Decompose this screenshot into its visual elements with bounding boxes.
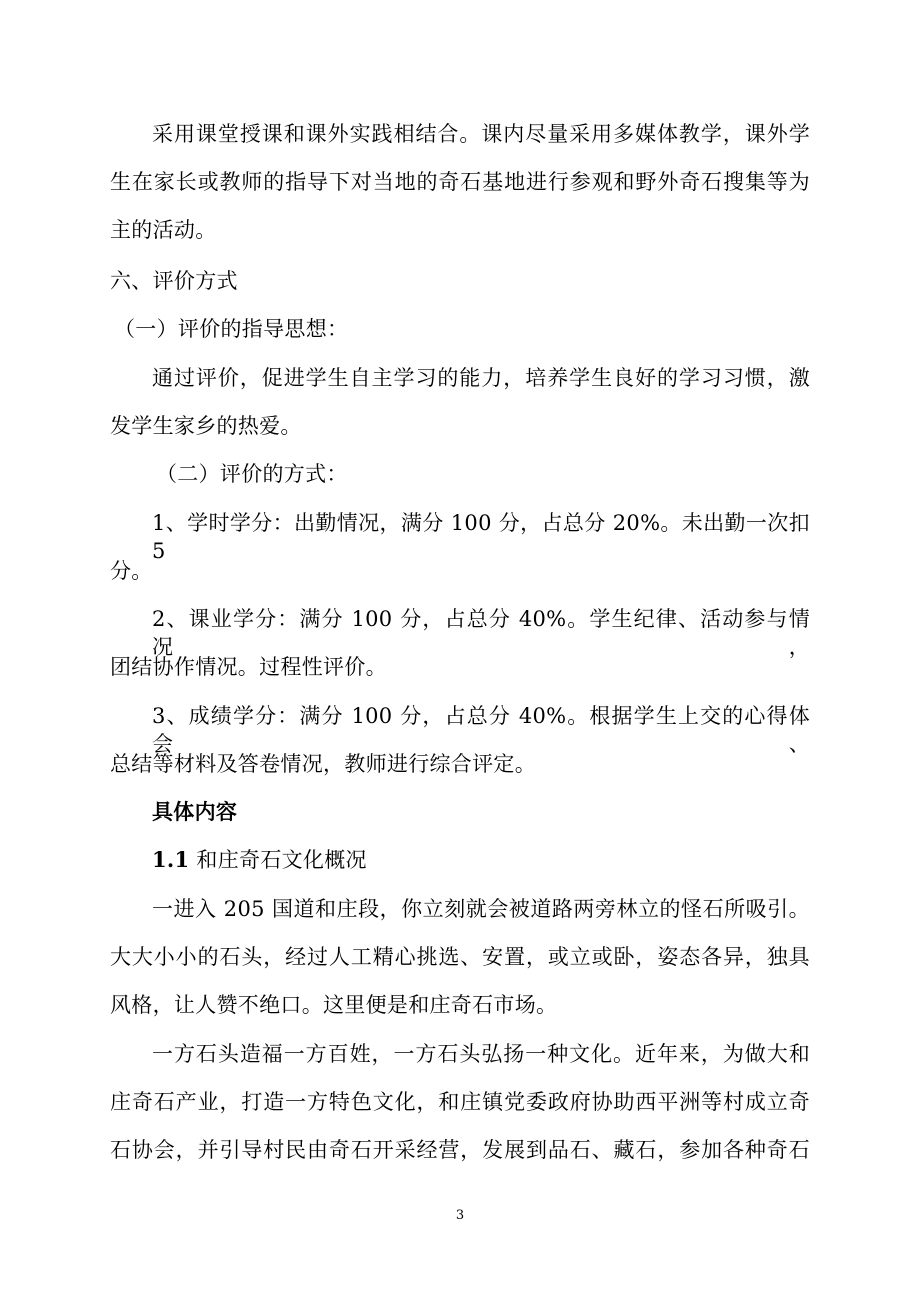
paragraph-line: 一进入 205 国道和庄段，你立刻就会被道路两旁林立的怪石所吸引。 [152, 897, 810, 921]
paragraph-line: 1、学时学分：出勤情况，满分 100 分，占总分 20%。未出勤一次扣 5 [152, 511, 810, 563]
paragraph-line: 一方石头造福一方百姓，一方石头弘扬一种文化。近年来，为做大和 [152, 1042, 810, 1066]
subheading-evaluation-method: （二）评价的方式： [156, 462, 348, 486]
paragraph-line: 风格，让人赞不绝口。这里便是和庄奇石市场。 [110, 993, 558, 1017]
paragraph-line: 分。 [110, 559, 153, 583]
paragraph-line: 石协会，并引导村民由奇石开采经营，发展到品石、藏石，参加各种奇石 [110, 1138, 810, 1162]
paragraph-line: 庄奇石产业，打造一方特色文化，和庄镇党委政府协助西平洲等村成立奇 [110, 1090, 810, 1114]
paragraph-line: 生在家长或教师的指导下对当地的奇石基地进行参观和野外奇石搜集等为 [110, 170, 810, 194]
section-title: 和庄奇石文化概况 [196, 848, 367, 872]
paragraph-line: 3、成绩学分：满分 100 分，占总分 40%。根据学生上交的心得体会、 [152, 704, 810, 756]
section-heading-1-1 [152, 846, 852, 874]
section-heading-evaluation: 六、评价方式 [110, 269, 238, 293]
paragraph-line: 总结等材料及答卷情况，教师进行综合评定。 [110, 752, 536, 776]
paragraph-line: 主的活动。 [110, 218, 217, 242]
paragraph-line: 大大小小的石头，经过人工精心挑选、安置，或立或卧，姿态各异，独具 [110, 945, 810, 969]
paragraph-line: 团结协作情况。过程性评价。 [110, 655, 387, 679]
paragraph-line: 通过评价，促进学生自主学习的能力，培养学生良好的学习习惯，激 [152, 366, 810, 390]
page-number: 3 [455, 1208, 465, 1223]
paragraph-line: 发学生家乡的热爱。 [110, 414, 302, 438]
section-number: 1.1 [152, 847, 190, 872]
paragraph-line: 采用课堂授课和课外实践相结合。课内尽量采用多媒体教学，课外学 [152, 122, 810, 146]
paragraph-line: 2、课业学分：满分 100 分，占总分 40%。学生纪律、活动参与情况， [152, 607, 810, 659]
subheading-evaluation-philosophy: （一）评价的指导思想： [114, 317, 349, 341]
content-heading: 具体内容 [152, 799, 238, 824]
